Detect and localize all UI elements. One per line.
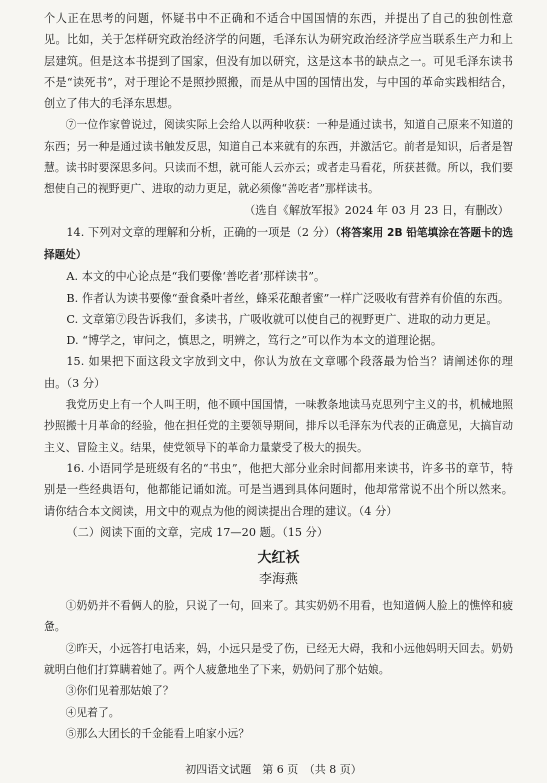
question-14-stem	[44, 222, 513, 267]
question-14-option-c: C. 文章第⑦段告诉我们，多读书，广吸收就可以使自己的视野更广、进取的动力更足。	[66, 312, 498, 326]
question-14-option-b: B. 作者认为读书要像“蚕食桑叶者丝，蜂采花酿者蜜”一样广泛吸收有营养有价值的东西。	[66, 291, 510, 305]
section-2-heading: （二）阅读下面的文章，完成 17—20 题。（15 分）	[66, 525, 329, 539]
question-14-option-d: D. “博学之，审问之，慎思之，明辨之，笃行之”可以作为本文的道理论据。	[66, 334, 443, 348]
story-title: 大红袄	[257, 550, 300, 567]
page-footer: 初四语文试题 第 6 页 （共 8 页）	[185, 763, 362, 776]
question-15-stem: 15. 如果把下面这段文字放到文中，你认为放在文章哪个段落最为恰当？请阐述你的理由。（3 分）	[44, 355, 513, 390]
story-author: 李海燕	[258, 572, 298, 588]
passage-paragraph-7: ⑦一位作家曾说过，阅读实际上会给人以两种收获：一种是通过读书，知道自己原来不知道的东西；另一种是通过读书触发反思，知道自己本来就有的东西，并激活它。前者是知识，后者是智慧。读书时要深思多问。只读而不想，就可能人云亦云；或者走马看花，所获甚微。所以，我们要想使自己的视野更广、进取的动力更足，就必须像“善吃者”那样读书。	[44, 118, 513, 196]
passage-source: （选自《解放军报》2024 年 03 月 23 日，有删改）	[244, 203, 509, 217]
story-paragraph-1: ①奶奶并不看俩人的脸，只说了一句，回来了。其实奶奶不用看，也知道俩人脸上的憔悴和疲惫。	[44, 599, 513, 634]
story-paragraph-2: ②昨天，小远答打电话来，妈，小远只是受了伤，已经无大碍，我和小远他妈明天回去。奶奶就明白他们打算瞒着她了。两个人疲惫地坐了下来，奶奶问了那个姑娘。	[44, 641, 513, 677]
question-14	[44, 222, 513, 352]
question-14-note: （将答案用 2B 铅笔填涂在答题卡的选择题处）	[44, 226, 513, 261]
story-paragraph-5: ⑤那么大团长的千金能看上咱家小远？	[65, 726, 250, 740]
story-paragraph-3: ③你们见着那姑娘了？	[65, 684, 174, 698]
question-15	[44, 351, 513, 457]
question-15-quote: 我党历史上有一个人叫王明，他不顾中国国情，一味教条地读马克思列宁主义的书，机械地照抄照搬十月革命的经验，他在担任党的主要领导期间，排斥以毛泽东为代表的正确意见，大搞盲动主义、冒险主义。结果，使党领导下的革命力量蒙受了极大的损失。	[44, 398, 513, 454]
question-14-stem-text: 14. 下列对文章的理解和分析，正确的一项是（2 分）	[66, 225, 336, 239]
passage-paragraph-6-continued: 个人正在思考的问题，怀疑书中不正确和不适合中国国情的东西，并提出了自己的独创性意见。比如，关于怎样研究政治经济学的问题，毛泽东认为研究政治经济学应当联系生产力和上层建筑。但是这本书提到了国家，但没有加以研究，这是这本书的缺点之一。可见毛泽东读书不是“读死书”，对于理论不是照抄照搬，而是从中国的国情出发，与中国的革命实践相结合，创立了伟大的毛泽东思想。	[44, 12, 513, 111]
question-16: 16. 小语同学是班级有名的“书虫”，他把大部分业余时间都用来读书，许多书的章节，特别是一些经典语句，他都能记诵如流。可是当遇到具体问题时，他却常常说不出个所以然来。请你结合本文阅读，用文中的观点为他的阅读提出合理的建议。（4 分）	[44, 461, 513, 518]
question-14-option-a: A. 本文的中心论点是“我们要像‘善吃者’那样读书”。	[66, 270, 326, 284]
story-paragraph-4: ④见着了。	[65, 705, 120, 719]
story	[44, 547, 513, 744]
